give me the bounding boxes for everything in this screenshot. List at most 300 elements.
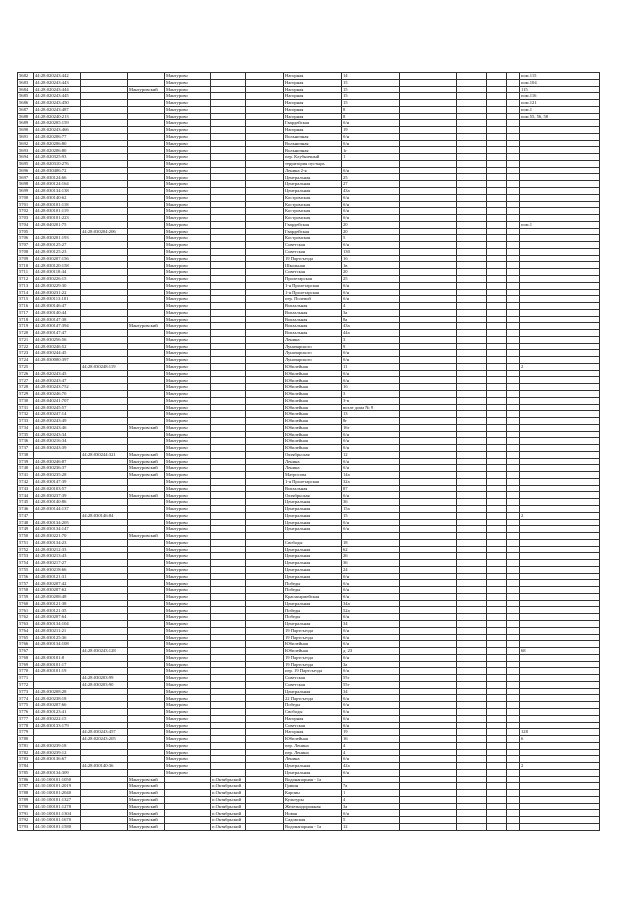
cell-street: Центральная: [284, 499, 342, 506]
cell-locality: [246, 330, 284, 337]
cell-premises: 128: [520, 729, 600, 736]
cell-extra-2: [457, 282, 487, 289]
cell-cadastral-number: 44:28:030243:47: [34, 377, 81, 384]
cell-district: [128, 675, 165, 682]
table-row: [18, 506, 600, 513]
cell-extra-1: [400, 418, 457, 425]
cell-cadastral-number: 44:28:020206:80: [34, 147, 81, 154]
table-row: [18, 221, 600, 228]
cell-district: [128, 607, 165, 614]
cell-cadastral-number: 44:28:030134:23: [34, 539, 81, 546]
cell-street: Ленина: [284, 458, 342, 465]
cell-row-number: 5716: [18, 303, 34, 310]
table-row: [18, 756, 600, 763]
cell-house: б/н: [342, 201, 400, 208]
cell-row-number: 5719: [18, 323, 34, 330]
table-row: [18, 614, 600, 621]
cell-locality: [246, 248, 284, 255]
cell-extra-1: [400, 174, 457, 181]
cell-extra-4: [507, 614, 520, 621]
cell-locality: [246, 553, 284, 560]
table-row: [18, 769, 600, 776]
cell-extra-4: [507, 519, 520, 526]
cell-extra-1: [400, 451, 457, 458]
cell-cadastral-number: 44:28:030144:137: [34, 506, 81, 513]
cell-district: [128, 127, 165, 134]
cell-premises: [520, 235, 600, 242]
cell-extra-1: [400, 681, 457, 688]
cell-locality: [246, 140, 284, 147]
cell-locality: [246, 424, 284, 431]
cell-extra-4: [507, 147, 520, 154]
cell-extra-1: [400, 560, 457, 567]
cell-extra-1: [400, 370, 457, 377]
cell-extra-2: [457, 269, 487, 276]
cell-premises: [520, 675, 600, 682]
cell-extra-3: [487, 790, 507, 797]
cell-city: Мантурово: [165, 242, 211, 249]
cell-row-number: 5718: [18, 316, 34, 323]
cell-city: Мантурово: [165, 120, 211, 127]
cell-extra-3: [487, 73, 507, 80]
cell-extra-3: [487, 390, 507, 397]
cell-district: [128, 140, 165, 147]
cell-extra-3: [487, 93, 507, 100]
cell-extra-4: [507, 208, 520, 215]
cell-extra-2: [457, 573, 487, 580]
cell-house: 3а: [342, 661, 400, 668]
cell-extra-2: [457, 553, 487, 560]
table-row: [18, 282, 600, 289]
cell-extra-1: [400, 708, 457, 715]
table-row: [18, 370, 600, 377]
cell-extra-2: [457, 681, 487, 688]
cell-extra-2: [457, 512, 487, 519]
cell-premises: [520, 411, 600, 418]
cell-settlement: [211, 303, 246, 310]
cell-street: Вокзальная: [284, 323, 342, 330]
cell-city: Мантурово: [165, 492, 211, 499]
cell-premises: [520, 350, 600, 357]
cell-cadastral-number: [34, 763, 81, 770]
cell-cadastral-number: 44:28:030236:37: [34, 465, 81, 472]
table-row: [18, 93, 600, 100]
cell-extra-3: [487, 445, 507, 452]
cell-row-number: 5761: [18, 607, 34, 614]
cell-extra-1: [400, 336, 457, 343]
table-row: [18, 215, 600, 222]
cell-locality: [246, 756, 284, 763]
cell-house: 27: [342, 181, 400, 188]
cell-row-number: 5754: [18, 560, 34, 567]
cell-extra-1: [400, 269, 457, 276]
cell-building-cadastral-number: [81, 722, 128, 729]
cell-premises: [520, 702, 600, 709]
cell-extra-1: [400, 600, 457, 607]
cell-extra-1: [400, 627, 457, 634]
cell-street: Нагорная: [284, 86, 342, 93]
cell-row-number: 5769: [18, 661, 34, 668]
cell-extra-1: [400, 79, 457, 86]
cell-extra-3: [487, 181, 507, 188]
cell-locality: [246, 106, 284, 113]
table-row: [18, 404, 600, 411]
cell-premises: [520, 607, 600, 614]
cell-extra-3: [487, 553, 507, 560]
cell-settlement: [211, 140, 246, 147]
cell-cadastral-number: [34, 512, 81, 519]
table-row: [18, 546, 600, 553]
cell-extra-2: [457, 431, 487, 438]
cell-house: 11: [342, 363, 400, 370]
cell-settlement: [211, 248, 246, 255]
cell-settlement: [211, 242, 246, 249]
cell-locality: [246, 167, 284, 174]
cell-cadastral-number: 44:28:030246:52: [34, 343, 81, 350]
cell-extra-1: [400, 634, 457, 641]
cell-cadastral-number: 44:28:030147:39: [34, 478, 81, 485]
cell-settlement: [211, 363, 246, 370]
cell-extra-4: [507, 607, 520, 614]
cell-extra-1: [400, 309, 457, 316]
cell-extra-1: [400, 790, 457, 797]
cell-extra-2: [457, 472, 487, 479]
cell-row-number: 5693: [18, 147, 34, 154]
cell-settlement: [211, 661, 246, 668]
cell-row-number: 5695: [18, 160, 34, 167]
cell-premises: [520, 445, 600, 452]
cell-locality: [246, 533, 284, 540]
cell-settlement: [211, 736, 246, 743]
cell-district: [128, 715, 165, 722]
cell-extra-3: [487, 221, 507, 228]
table-row: [18, 100, 600, 107]
cell-extra-2: [457, 262, 487, 269]
table-row: [18, 648, 600, 655]
table-row: [18, 303, 600, 310]
cell-building-cadastral-number: [81, 769, 128, 776]
cell-building-cadastral-number: [81, 370, 128, 377]
cell-extra-3: [487, 796, 507, 803]
cell-house: 25: [342, 275, 400, 282]
cell-extra-4: [507, 289, 520, 296]
cell-street: Гришн: [284, 783, 342, 790]
cell-extra-2: [457, 506, 487, 513]
table-row: [18, 438, 600, 445]
cell-building-cadastral-number: [81, 248, 128, 255]
cell-building-cadastral-number: [81, 323, 128, 330]
table-row: [18, 560, 600, 567]
cell-district: [128, 553, 165, 560]
cell-building-cadastral-number: [81, 160, 128, 167]
cell-extra-1: [400, 296, 457, 303]
cell-extra-3: [487, 823, 507, 830]
cell-premises: [520, 160, 600, 167]
cell-house: б/н: [342, 668, 400, 675]
cell-building-cadastral-number: [81, 357, 128, 364]
cell-building-cadastral-number: [81, 485, 128, 492]
cell-premises: [520, 681, 600, 688]
cell-extra-3: [487, 593, 507, 600]
cell-settlement: [211, 370, 246, 377]
cell-extra-1: [400, 350, 457, 357]
cell-city: Мантурово: [165, 566, 211, 573]
cell-city: Мантурово: [165, 573, 211, 580]
cell-premises: [520, 478, 600, 485]
cell-extra-3: [487, 708, 507, 715]
cell-district: [128, 188, 165, 195]
cell-street: Костромская: [284, 208, 342, 215]
cell-house: 15: [342, 93, 400, 100]
cell-extra-4: [507, 390, 520, 397]
cell-cadastral-number: 44:28:030101:223: [34, 215, 81, 222]
cell-cadastral-number: 44:28:030125:36: [34, 634, 81, 641]
cell-cadastral-number: 44:28:030207:156: [34, 255, 81, 262]
cell-street: Центральная: [284, 553, 342, 560]
cell-cadastral-number: 44:28:030134:138: [34, 188, 81, 195]
cell-premises: [520, 560, 600, 567]
cell-locality: [246, 404, 284, 411]
cell-extra-2: [457, 370, 487, 377]
cell-district: [128, 580, 165, 587]
cell-extra-2: [457, 796, 487, 803]
cell-settlement: [211, 702, 246, 709]
cell-settlement: п.Октябрьский: [211, 796, 246, 803]
cell-locality: [246, 661, 284, 668]
cell-cadastral-number: 44:28:030134:147: [34, 526, 81, 533]
cell-district: [128, 641, 165, 648]
cell-street: Центральная: [284, 573, 342, 580]
cell-extra-4: [507, 370, 520, 377]
cell-district: [128, 600, 165, 607]
cell-district: Мантуровский: [128, 323, 165, 330]
cell-premises: [520, 127, 600, 134]
cell-house: 3-в: [342, 397, 400, 404]
cell-extra-3: [487, 668, 507, 675]
table-row: [18, 742, 600, 749]
register-sheet: [17, 72, 599, 831]
cell-premises: [520, 377, 600, 384]
cell-city: Мантурово: [165, 147, 211, 154]
cell-house: 130: [342, 248, 400, 255]
cell-settlement: [211, 120, 246, 127]
cell-settlement: [211, 553, 246, 560]
cell-extra-3: [487, 309, 507, 316]
cell-street: пер. Ленина: [284, 742, 342, 749]
cell-locality: [246, 390, 284, 397]
cell-settlement: [211, 93, 246, 100]
cell-extra-4: [507, 242, 520, 249]
cell-cadastral-number: 44:10:100101:2040: [34, 790, 81, 797]
cell-house: 20: [342, 269, 400, 276]
cell-premises: [520, 668, 600, 675]
cell-extra-1: [400, 390, 457, 397]
cell-row-number: 5689: [18, 120, 34, 127]
cell-extra-1: [400, 587, 457, 594]
cell-house: б/н: [342, 769, 400, 776]
cell-district: [128, 208, 165, 215]
cell-extra-4: [507, 600, 520, 607]
cell-district: [128, 275, 165, 282]
cell-city: Мантурово: [165, 431, 211, 438]
cell-street: Луначарского: [284, 343, 342, 350]
cell-settlement: [211, 769, 246, 776]
cell-extra-3: [487, 316, 507, 323]
cell-district: [128, 695, 165, 702]
cell-premises: [520, 573, 600, 580]
cell-row-number: 5726: [18, 370, 34, 377]
cell-extra-3: [487, 506, 507, 513]
cell-street: Вокзальная: [284, 316, 342, 323]
cell-premises: [520, 715, 600, 722]
cell-building-cadastral-number: [81, 641, 128, 648]
cell-district: Мантуровский: [128, 790, 165, 797]
cell-settlement: [211, 154, 246, 161]
cell-extra-3: [487, 607, 507, 614]
cell-extra-3: [487, 681, 507, 688]
cell-building-cadastral-number: 44:28:030203:90: [81, 681, 128, 688]
cell-extra-4: [507, 93, 520, 100]
cell-extra-2: [457, 566, 487, 573]
cell-city: Мантурово: [165, 580, 211, 587]
cell-district: [128, 357, 165, 364]
cell-city: Мантурово: [165, 208, 211, 215]
cell-street: Октябрьская: [284, 492, 342, 499]
cell-building-cadastral-number: [81, 282, 128, 289]
table-row: [18, 722, 600, 729]
cell-city: Мантурово: [165, 533, 211, 540]
cell-row-number: 5686: [18, 100, 34, 107]
cell-extra-1: [400, 796, 457, 803]
cell-house: б/н: [342, 634, 400, 641]
cell-premises: [520, 783, 600, 790]
table-row: [18, 201, 600, 208]
cell-city: Мантурово: [165, 688, 211, 695]
cell-city: Мантурово: [165, 634, 211, 641]
cell-street: Юбилейная: [284, 641, 342, 648]
cell-extra-3: [487, 539, 507, 546]
cell-premises: [520, 269, 600, 276]
cell-house: 36: [342, 560, 400, 567]
cell-cadastral-number: 44:28:030201:193: [34, 235, 81, 242]
cell-extra-3: [487, 688, 507, 695]
cell-street: Вольничная: [284, 133, 342, 140]
cell-building-cadastral-number: 44:28:030203:99: [81, 675, 128, 682]
cell-cadastral-number: 44:28:020243:445: [34, 93, 81, 100]
cell-settlement: [211, 715, 246, 722]
cell-locality: [246, 282, 284, 289]
cell-building-cadastral-number: [81, 303, 128, 310]
cell-street: Центральная: [284, 546, 342, 553]
cell-extra-2: [457, 790, 487, 797]
cell-settlement: [211, 506, 246, 513]
cell-row-number: 5749: [18, 526, 34, 533]
cell-locality: [246, 397, 284, 404]
cell-city: Мантурово: [165, 418, 211, 425]
cell-extra-4: [507, 708, 520, 715]
cell-street: Нагорная: [284, 106, 342, 113]
cell-locality: [246, 526, 284, 533]
cell-extra-1: [400, 485, 457, 492]
table-row: [18, 309, 600, 316]
cell-cadastral-number: 44:28:030124:164: [34, 181, 81, 188]
cell-cadastral-number: 44:28:030239:18: [34, 742, 81, 749]
table-row: [18, 390, 600, 397]
cell-settlement: [211, 580, 246, 587]
cell-street: Костромская: [284, 235, 342, 242]
cell-row-number: 5740: [18, 465, 34, 472]
cell-house: 18: [342, 539, 400, 546]
cell-cadastral-number: 44:28:030134:205: [34, 519, 81, 526]
cell-house: 8г: [342, 418, 400, 425]
cell-street: Центральная: [284, 181, 342, 188]
cell-row-number: 5790: [18, 803, 34, 810]
cell-extra-4: [507, 154, 520, 161]
cell-extra-1: [400, 810, 457, 817]
cell-city: Мантурово: [165, 127, 211, 134]
cell-street: Центральная: [284, 769, 342, 776]
cell-settlement: [211, 221, 246, 228]
cell-settlement: [211, 472, 246, 479]
cell-street: Ленина: [284, 756, 342, 763]
cell-settlement: [211, 438, 246, 445]
cell-street: [284, 533, 342, 540]
cell-cadastral-number: 44:28:030147:38: [34, 316, 81, 323]
table-row: [18, 330, 600, 337]
table-row: [18, 587, 600, 594]
cell-extra-1: [400, 668, 457, 675]
cell-extra-3: [487, 397, 507, 404]
cell-extra-4: [507, 316, 520, 323]
cell-extra-3: [487, 330, 507, 337]
cell-extra-4: [507, 445, 520, 452]
cell-locality: [246, 431, 284, 438]
cell-locality: [246, 188, 284, 195]
cell-extra-3: [487, 194, 507, 201]
cell-city: Мантурово: [165, 106, 211, 113]
cell-district: [128, 499, 165, 506]
cell-extra-1: [400, 648, 457, 655]
cell-city: Мантурово: [165, 729, 211, 736]
cell-extra-3: [487, 648, 507, 655]
cell-extra-1: [400, 93, 457, 100]
cell-row-number: 5737: [18, 445, 34, 452]
cell-district: [128, 573, 165, 580]
cell-district: [128, 113, 165, 120]
cell-extra-4: [507, 343, 520, 350]
cell-street: Нагорная: [284, 93, 342, 100]
cell-settlement: [211, 485, 246, 492]
cell-locality: [246, 418, 284, 425]
cell-house: 34: [342, 688, 400, 695]
cell-extra-4: [507, 221, 520, 228]
cell-settlement: [211, 465, 246, 472]
cell-premises: [520, 803, 600, 810]
cell-street: Центральная: [284, 763, 342, 770]
cell-street: Новая: [284, 810, 342, 817]
cell-house: б/н: [342, 492, 400, 499]
cell-extra-4: [507, 803, 520, 810]
cell-city: Мантурово: [165, 614, 211, 621]
cell-city: Мантурово: [165, 654, 211, 661]
cell-building-cadastral-number: [81, 607, 128, 614]
cell-settlement: [211, 546, 246, 553]
cell-house: 87: [342, 485, 400, 492]
cell-cadastral-number: 44:28:030146:47: [34, 303, 81, 310]
cell-row-number: 5699: [18, 188, 34, 195]
cell-row-number: 5710: [18, 262, 34, 269]
cell-house: 8: [342, 106, 400, 113]
